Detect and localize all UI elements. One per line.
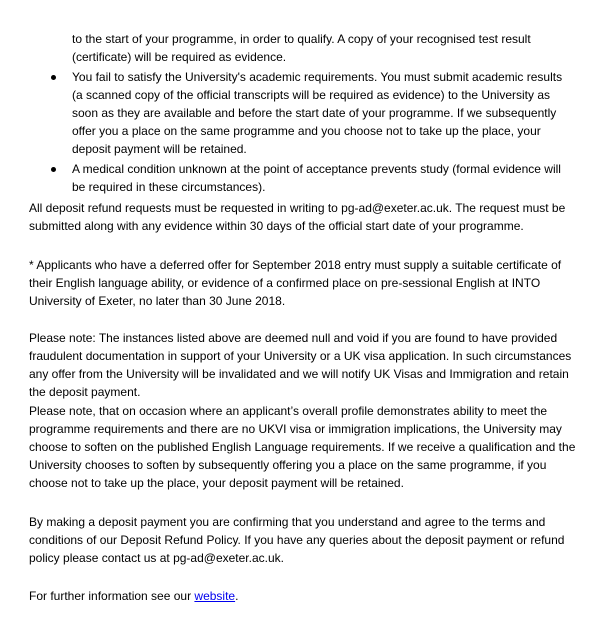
list-item-text: You fail to satisfy the University's academic requirements. You must submit academic results (a scanned copy of the official transcripts will be required as evidence) to the University as soon as they are available and before the start date of your programme. If we subsequently offer you a place on the same programme and you choose not to take up the place, your deposit payment will be retained. [72,70,563,156]
agreement-paragraph: By making a deposit payment you are confirming that you understand and agree to the terms and conditions of our Deposit Refund Policy. If you have any queries about the deposit payment or refund policy please contact us at pg-ad@exeter.ac.uk. [29,515,565,565]
fraud-note-paragraph: Please note: The instances listed above are deemed null and void if you are found to have provided fraudulent documentation in support of your University or a UK visa application. In such circumstances any offer from the University will be invalidated and we will notify UK Visas and Immigration and retain the deposit payment. [29,331,572,399]
further-info-text: For further information see our [29,589,195,603]
further-info-suffix: . [235,589,239,603]
list-item [0,30,600,66]
bullet-icon [51,167,56,172]
deferred-offer-paragraph: * Applicants who have a deferred offer for September 2018 entry must supply a suitable certificate of their English language ability, or evidence of a confirmed place on pre-sessional English at INTO University of Exeter, no later than 30 June 2018. [29,258,562,308]
website-link[interactable]: website [194,589,236,603]
list-item-text: A medical condition unknown at the point of acceptance prevents study (formal evidence will be required in these circumstances). [72,162,561,194]
list-item [0,68,600,158]
refund-conditions-list [0,30,600,198]
refund-requests-paragraph: All deposit refund requests must be requested in writing to pg-ad@exeter.ac.uk. The request must be submitted along with any evidence within 30 days of the official start date of your programme. [29,201,566,233]
list-item [0,160,600,196]
list-item-text: to the start of your programme, in order to qualify. A copy of your recognised test result (certificate) will be required as evidence. [72,32,531,64]
bullet-icon [51,75,56,80]
soften-note-paragraph: Please note, that on occasion where an applicant’s overall profile demonstrates ability to meet the programme requirements and there are no UKVI visa or immigration implications, the University may choose to soften on the published English Language requirements. If we receive a qualification and the University chooses to soften by subsequently offering you a place on the same programme, if you choose not to take up the place, your deposit payment will be retained. [29,404,576,490]
further-info-paragraph [29,587,577,605]
